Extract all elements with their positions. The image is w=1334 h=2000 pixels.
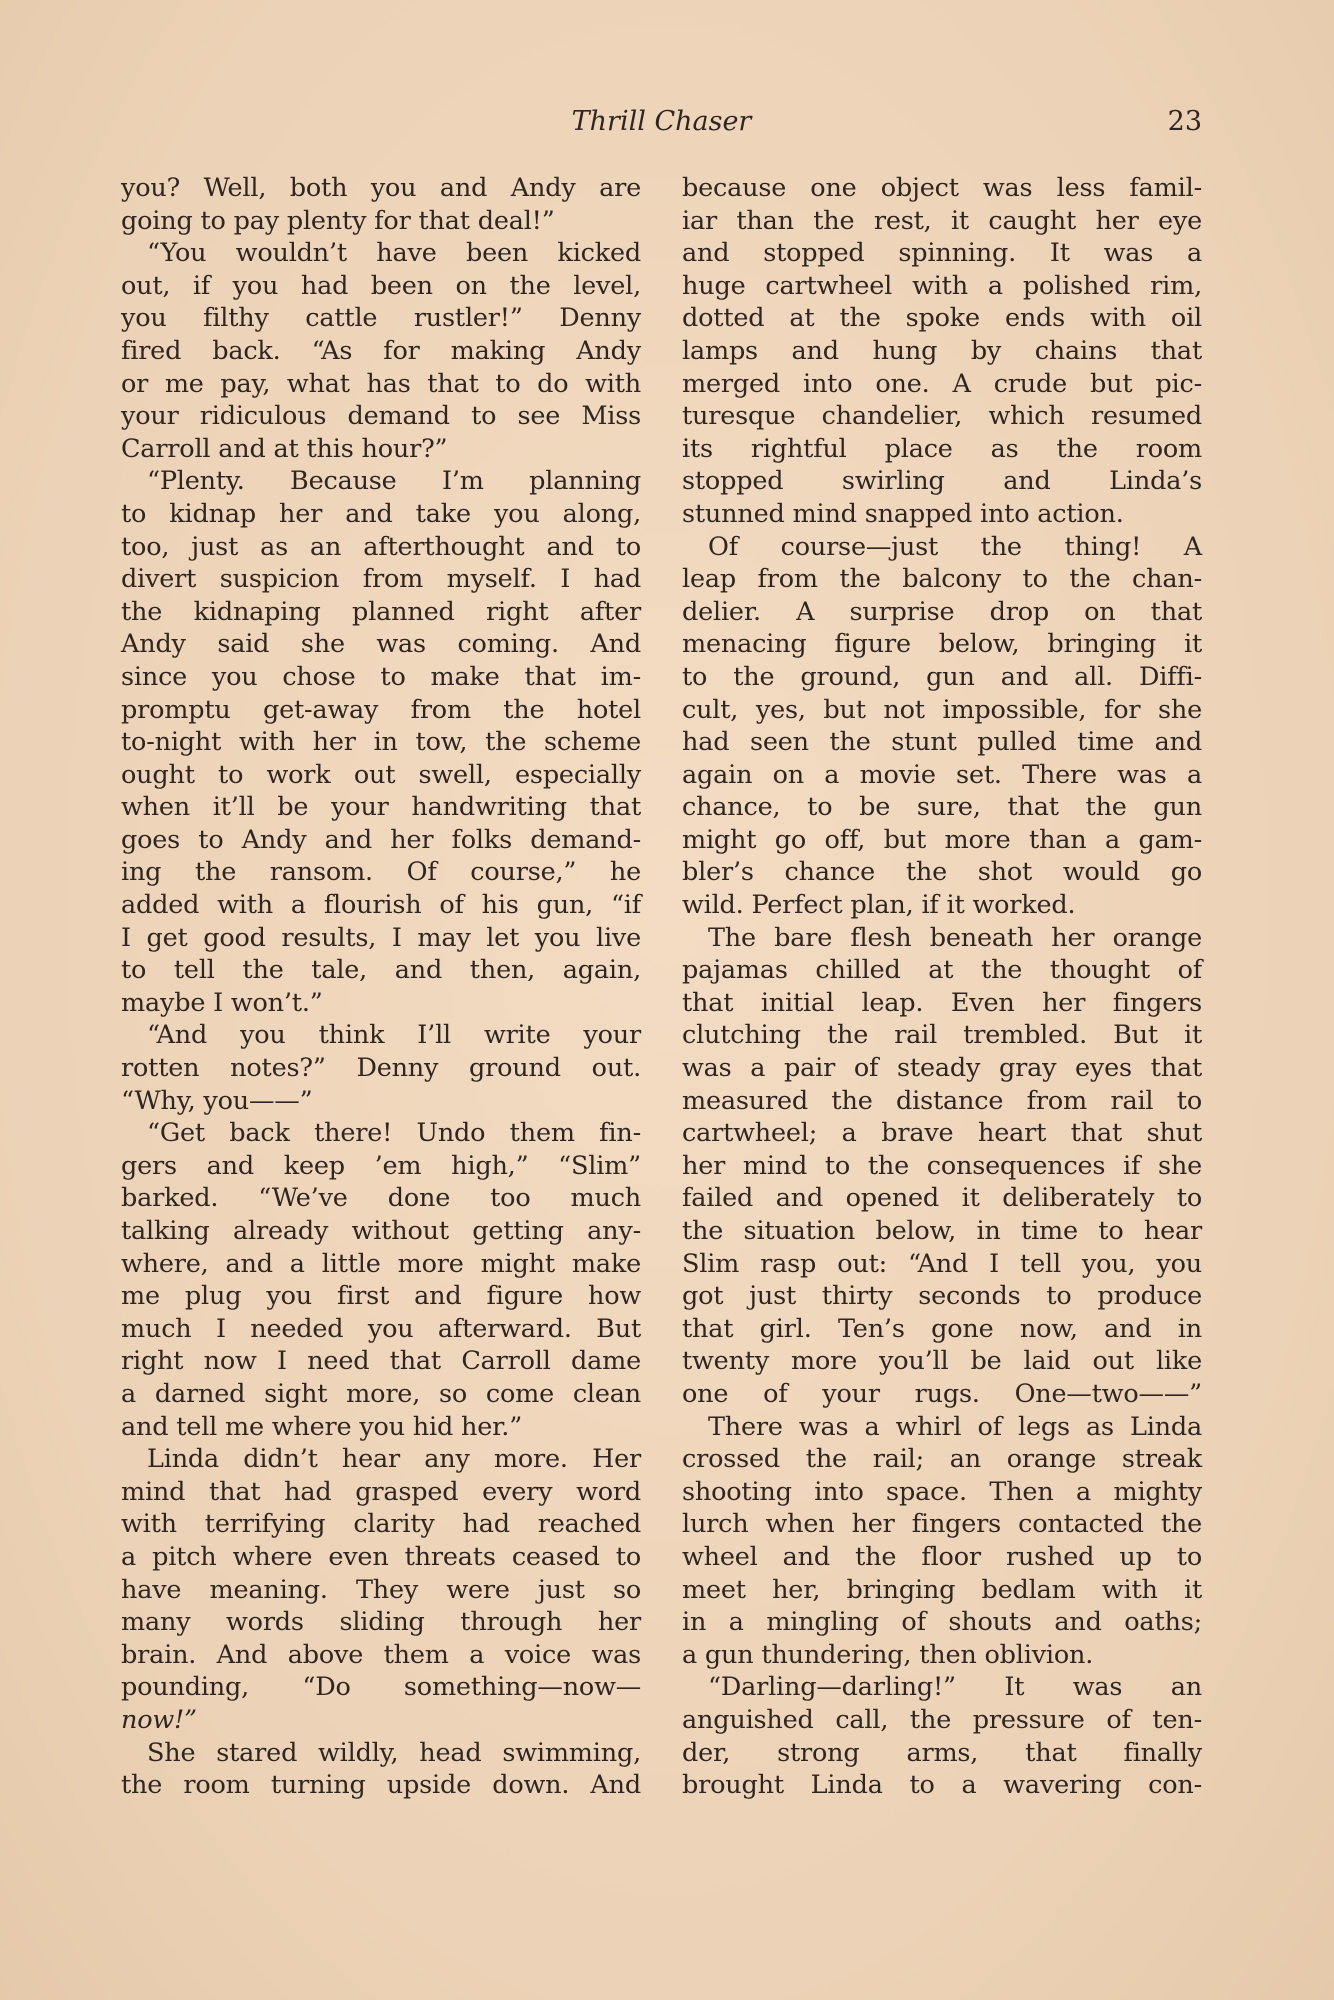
- text-line: Of course—just the thing! A: [708, 531, 1202, 562]
- text-line: iar than the rest, it caught her eye: [682, 205, 1202, 236]
- text-line: chance, to be sure, that the gun: [682, 792, 1202, 823]
- page-header: [121, 106, 1202, 146]
- text-line: Slim rasp out: “And I tell you, you: [682, 1248, 1202, 1279]
- text-line: right now I need that Carroll dame: [121, 1346, 641, 1377]
- text-line: barked. “We’ve done too much: [121, 1183, 641, 1214]
- text-line: and stopped spinning. It was a: [682, 238, 1202, 269]
- text-line: or me pay, what has that to do with: [121, 368, 641, 399]
- text-line: Linda didn’t hear any more. Her: [147, 1444, 641, 1475]
- text-line: the room turning upside down. And: [121, 1770, 641, 1801]
- text-line: your ridiculous demand to see Miss: [121, 401, 641, 432]
- text-line: twenty more you’ll be laid out like: [682, 1346, 1202, 1377]
- text-line: stunned mind snapped into action.: [682, 498, 1124, 529]
- text-line: “Plenty. Because I’m planning: [147, 466, 641, 497]
- text-line: stopped swirling and Linda’s: [682, 466, 1202, 497]
- text-line: turesque chandelier, which resumed: [682, 401, 1202, 432]
- text-line: “Darling—darling!” It was an: [708, 1672, 1202, 1703]
- text-line: “And you think I’ll write your: [147, 1020, 641, 1051]
- text-line: clutching the rail trembled. But it: [682, 1020, 1202, 1051]
- text-line: many words sliding through her: [121, 1607, 641, 1638]
- text-line: talking already without getting any-: [121, 1216, 641, 1246]
- text-line: promptu get-away from the hotel: [121, 694, 641, 725]
- running-title: Thrill Chaser: [571, 106, 752, 137]
- text-line: failed and opened it deliberately to: [682, 1183, 1202, 1214]
- text-line: cartwheel; a brave heart that shut: [682, 1118, 1202, 1149]
- text-line: again on a movie set. There was a: [682, 759, 1202, 790]
- text-line: der, strong arms, that finally: [682, 1737, 1202, 1768]
- text-line: wild. Perfect plan, if it worked.: [682, 890, 1076, 921]
- text-line: might go off, but more than a gam-: [682, 824, 1202, 855]
- text-line: its rightful place as the room: [682, 433, 1202, 464]
- text-line: where, and a little more might make: [121, 1248, 641, 1279]
- text-line: “Get back there! Undo them fin-: [147, 1118, 641, 1149]
- text-line: a gun thundering, then oblivion.: [682, 1639, 1094, 1670]
- text-line: pounding, “Do something—now—: [121, 1672, 641, 1703]
- text-column-right: [682, 172, 1202, 1802]
- text-line: and tell me where you hid her.”: [121, 1411, 523, 1442]
- text-line: Andy said she was coming. And: [121, 629, 641, 660]
- text-line: I get good results, I may let you live: [121, 922, 641, 953]
- text-line: She stared wildly, head swimming,: [147, 1737, 641, 1768]
- text-line: to tell the tale, and then, again,: [121, 955, 641, 986]
- text-line: Carroll and at this hour?”: [121, 433, 448, 464]
- text-line: me plug you first and figure how: [121, 1281, 641, 1312]
- text-line: ing the ransom. Of course,” he: [121, 857, 641, 888]
- text-line: out, if you had been on the level,: [121, 270, 641, 301]
- text-line: a darned sight more, so come clean: [121, 1378, 641, 1409]
- text-line: going to pay plenty for that deal!”: [121, 205, 555, 236]
- text-line: added with a flourish of his gun, “if: [121, 890, 641, 921]
- text-line: have meaning. They were just so: [121, 1574, 641, 1605]
- text-line: merged into one. A crude but pic-: [682, 368, 1202, 399]
- text-line: that initial leap. Even her fingers: [682, 987, 1202, 1018]
- text-line: “Why, you——”: [121, 1085, 313, 1116]
- text-line: the kidnaping planned right after: [121, 596, 641, 627]
- text-line: shooting into space. Then a mighty: [682, 1476, 1202, 1507]
- text-line: goes to Andy and her folks demand-: [121, 824, 641, 855]
- text-line: maybe I won’t.”: [121, 987, 323, 1018]
- text-line: leap from the balcony to the chan-: [682, 564, 1202, 595]
- text-line: anguished call, the pressure of ten-: [682, 1704, 1202, 1735]
- text-line: to-night with her in tow, the scheme: [121, 727, 641, 758]
- text-line: to kidnap her and take you along,: [121, 498, 641, 529]
- text-line: fired back. “As for making Andy: [121, 335, 641, 366]
- text-line: a pitch where even threats ceased to: [121, 1541, 641, 1572]
- text-line: menacing figure below, bringing it: [682, 629, 1202, 660]
- text-line: mind that had grasped every word: [121, 1476, 641, 1507]
- text-line: “You wouldn’t have been kicked: [147, 238, 641, 269]
- page-number: 23: [1167, 106, 1202, 137]
- text-line: the situation below, in time to hear: [682, 1216, 1202, 1246]
- text-line: her mind to the consequences if she: [682, 1150, 1202, 1181]
- text-line: brain. And above them a voice was: [121, 1639, 641, 1670]
- text-line: in a mingling of shouts and oaths;: [682, 1607, 1202, 1638]
- text-line: to the ground, gun and all. Diffi-: [682, 661, 1202, 692]
- text-line: measured the distance from rail to: [682, 1085, 1202, 1116]
- text-line: bler’s chance the shot would go: [682, 857, 1202, 888]
- text-line: when it’ll be your handwriting that: [121, 792, 641, 823]
- text-line: rotten notes?” Denny ground out.: [121, 1053, 641, 1084]
- text-line: huge cartwheel with a polished rim,: [682, 270, 1202, 301]
- text-line: dotted at the spoke ends with oil: [682, 303, 1202, 334]
- text-line: got just thirty seconds to produce: [682, 1281, 1202, 1312]
- text-line: lurch when her fingers contacted the: [682, 1509, 1202, 1540]
- text-line: crossed the rail; an orange streak: [682, 1444, 1202, 1475]
- text-line: was a pair of steady gray eyes that: [682, 1053, 1202, 1084]
- text-line: meet her, bringing bedlam with it: [682, 1574, 1202, 1605]
- text-line: because one object was less famil-: [682, 173, 1202, 203]
- text-line: There was a whirl of legs as Linda: [708, 1411, 1202, 1442]
- text-column-left: [121, 172, 641, 1802]
- text-line: with terrifying clarity had reached: [121, 1509, 641, 1540]
- text-line: The bare flesh beneath her orange: [708, 922, 1202, 953]
- text-line: brought Linda to a wavering con-: [682, 1770, 1202, 1801]
- text-line: much I needed you afterward. But: [121, 1313, 641, 1344]
- text-line: pajamas chilled at the thought of: [682, 955, 1202, 986]
- text-line: you filthy cattle rustler!” Denny: [121, 303, 641, 334]
- text-line: that girl. Ten’s gone now, and in: [682, 1313, 1202, 1344]
- text-line: now!”: [121, 1704, 197, 1735]
- text-line: gers and keep ’em high,” “Slim”: [121, 1150, 641, 1181]
- text-line: had seen the stunt pulled time and: [682, 727, 1202, 758]
- text-line: one of your rugs. One—two——”: [682, 1378, 1202, 1409]
- text-line: lamps and hung by chains that: [682, 335, 1202, 366]
- text-line: you? Well, both you and Andy are: [121, 173, 641, 203]
- text-line: delier. A surprise drop on that: [682, 596, 1202, 627]
- text-line: cult, yes, but not impossible, for she: [682, 694, 1202, 725]
- text-line: ought to work out swell, especially: [121, 759, 641, 790]
- text-line: too, just as an afterthought and to: [121, 531, 641, 562]
- text-line: since you chose to make that im-: [121, 661, 641, 692]
- text-line: divert suspicion from myself. I had: [121, 564, 641, 595]
- text-line: wheel and the floor rushed up to: [682, 1541, 1202, 1572]
